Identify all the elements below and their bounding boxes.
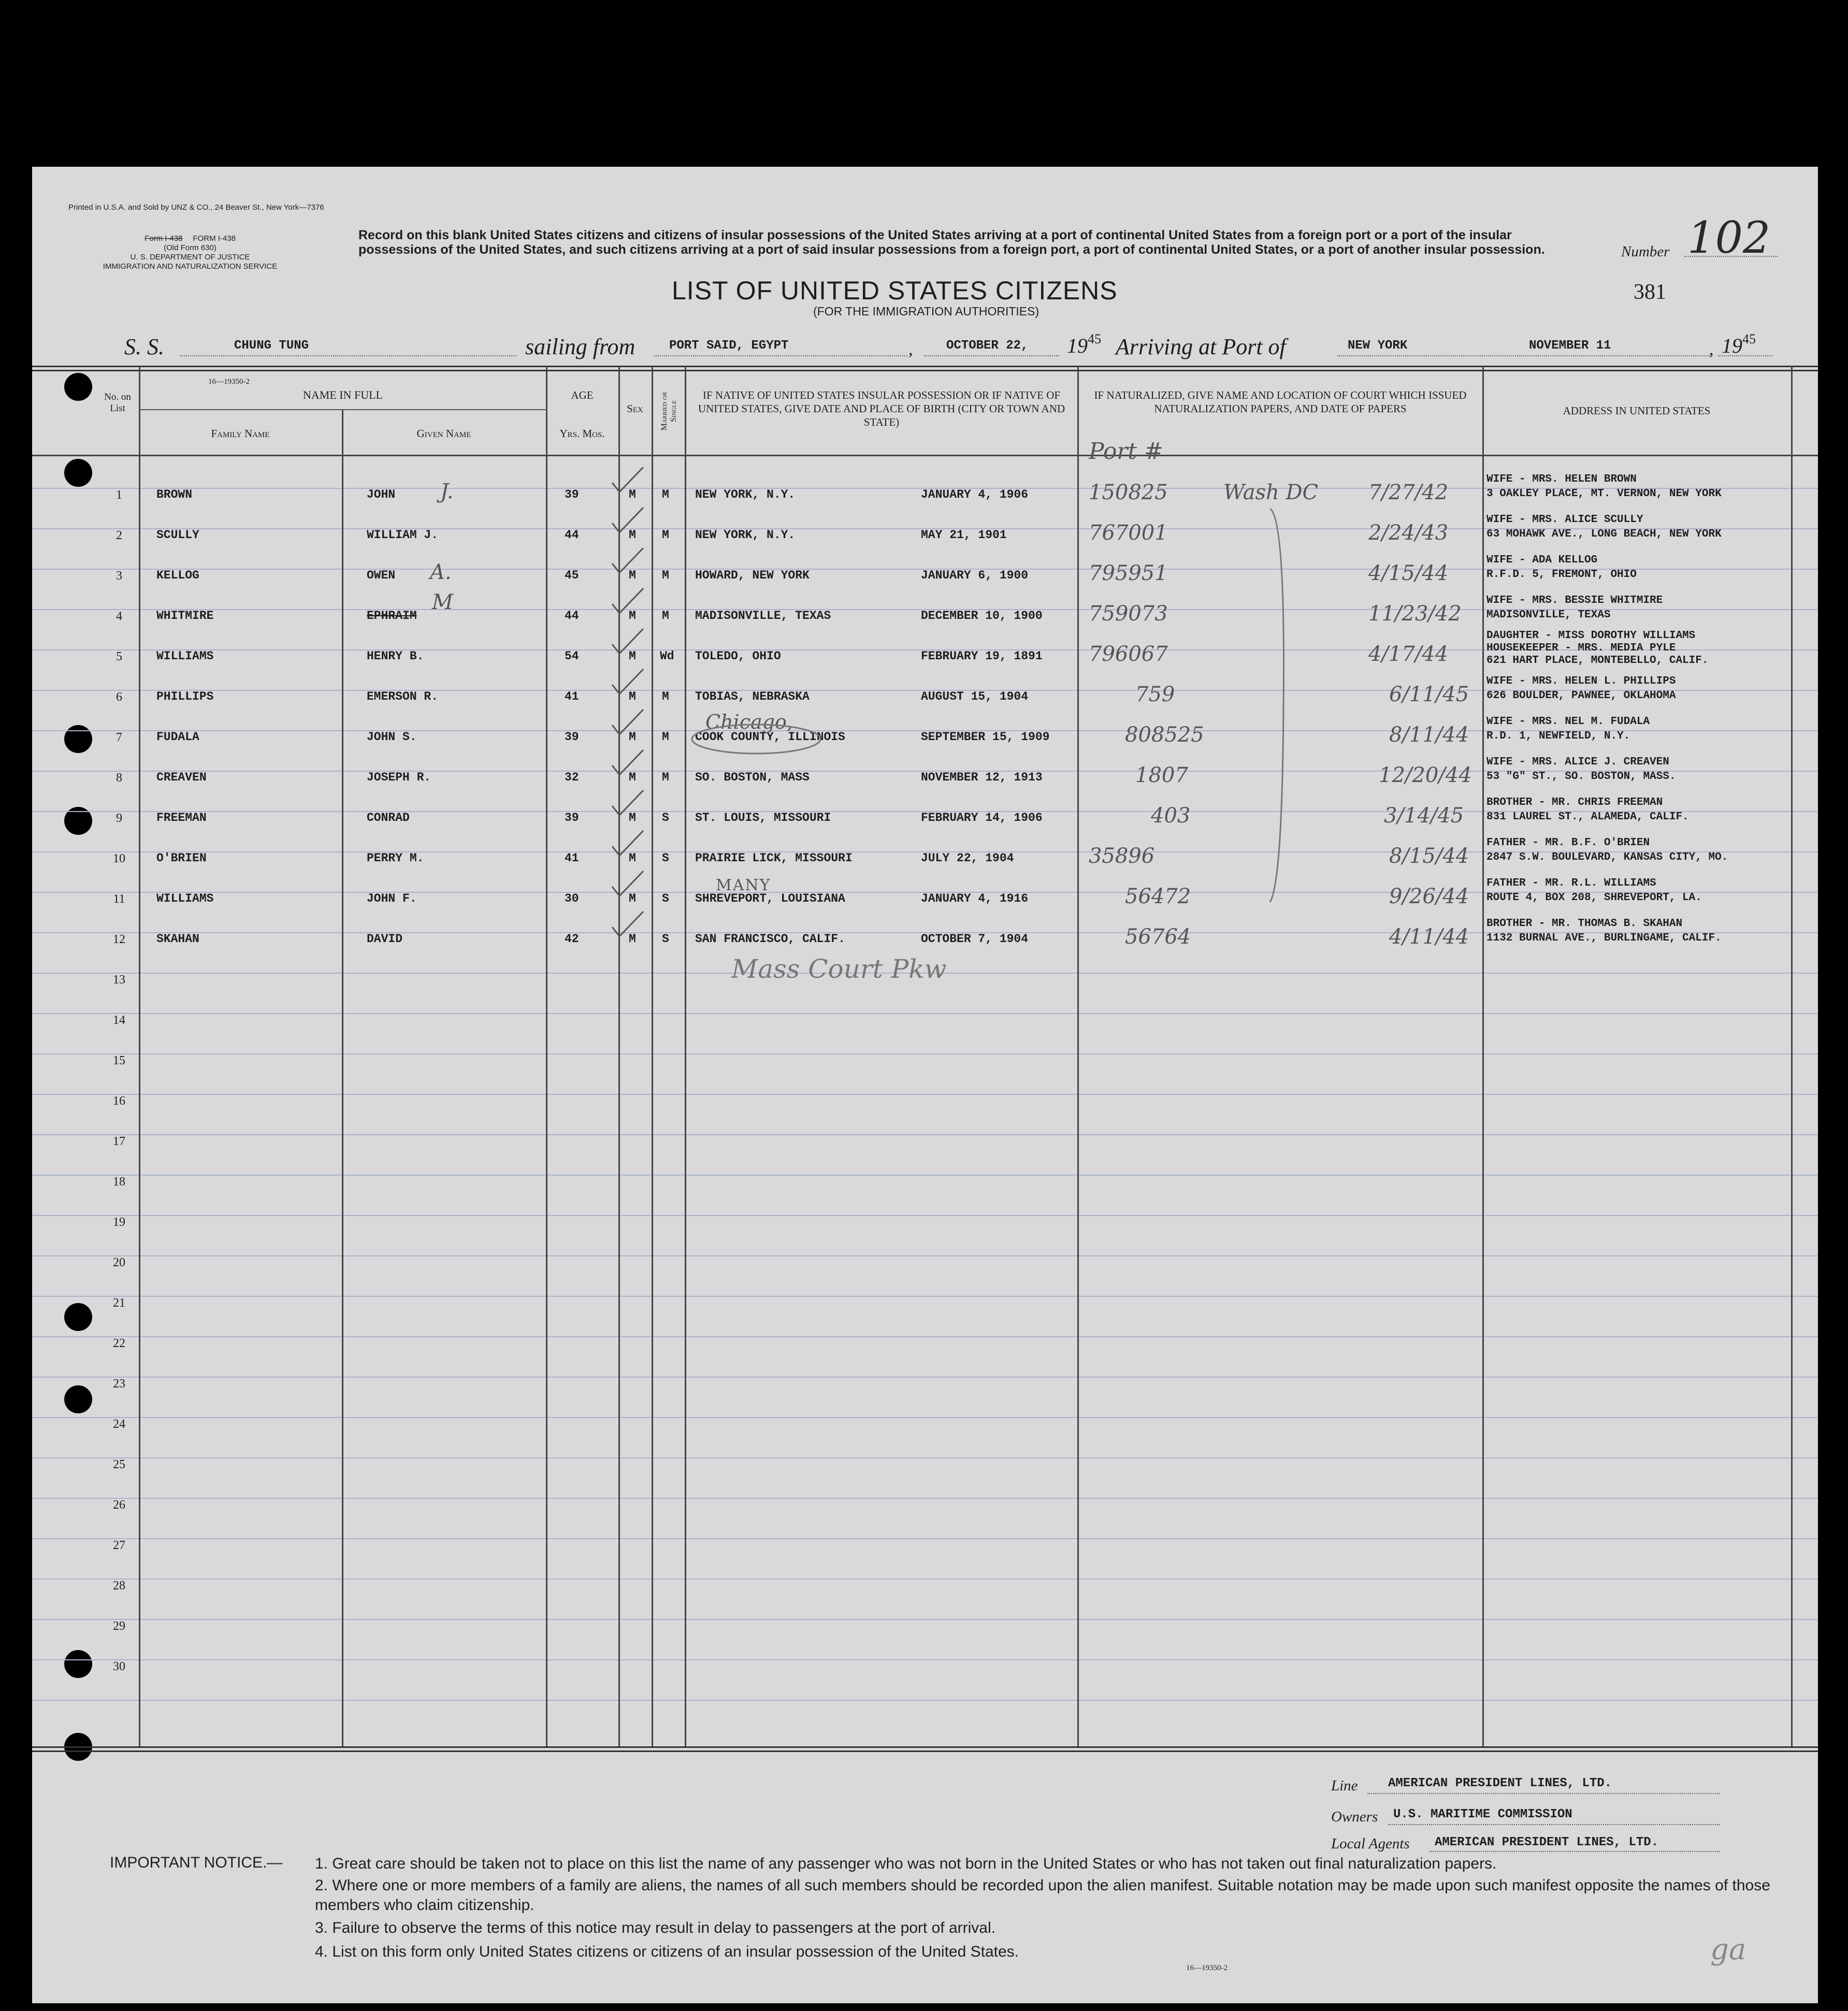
arrival-port: NEW YORK [1348,339,1408,353]
header-birth: IF NATIVE OF UNITED STATES INSULAR POSSESSION OR IF NATIVE OF UNITED STATES, GIVE DATE AND PLACE OF BIRTH (CITY OR TOWN AND STATE) [698,389,1065,428]
birth-place: NEW YORK, N.Y. [695,528,796,542]
ship-name: CHUNG TUNG [234,339,309,353]
given-name: JOHN [367,488,396,501]
birth-date: FEBRUARY 14, 1906 [921,811,1043,824]
marital-status: S [662,851,669,865]
sex: M [629,569,636,582]
row-number: 15 [113,1054,125,1067]
row-number: 28 [113,1579,125,1593]
header-sex: Sex [627,402,643,415]
address-line: R.F.D. 5, FREMONT, OHIO [1486,569,1637,581]
arriving-label: Arriving at Port of [1116,334,1286,359]
birth-date: JANUARY 4, 1916 [921,892,1029,905]
family-name: CREAVEN [156,771,207,784]
address-line: WIFE - MRS. HELEN L. PHILLIPS [1486,675,1676,687]
family-name: SCULLY [156,528,199,542]
sailing-label: sailing from [525,334,636,359]
given-name-note: J. [440,480,454,503]
sex: M [629,811,636,824]
notice-item: 2. Where one or more members of a family are aliens, the names of all such members should be recorded upon the alien manifest. Suitable notation may be made upon such manifest opposite the names of those members who claim citizenship. [315,1877,1770,1914]
form-number: FORM I-438 [193,234,236,243]
row-number: 20 [113,1256,125,1269]
address-line: 626 BOULDER, PAWNEE, OKLAHOMA [1486,690,1676,702]
given-name-note: A. [430,560,452,584]
manifest-page [32,167,1818,2003]
address-line: WIFE - MRS. NEL M. FUDALA [1486,716,1650,728]
address-line: HOUSEKEEPER - MRS. MEDIA PYLE [1486,642,1676,654]
given-name: WILLIAM J. [367,528,439,542]
birth-place: SO. BOSTON, MASS [695,771,810,784]
header-form-code: 16—19350-2 [208,378,250,386]
sex: M [629,771,636,784]
owners-label: Owners [1331,1809,1378,1825]
header-naturalized: IF NATURALIZED, GIVE NAME AND LOCATION OF COURT WHICH ISSUED NATURALIZATION PAPERS, AND DATE OF PAPERS [1094,389,1467,415]
given-name-note: M [432,590,453,614]
naturalization-number: 767001 [1089,521,1168,545]
marital-status: M [662,528,669,542]
from-port-underline [654,355,907,356]
given-name: DAVID [367,932,403,946]
birth-place: NEW YORK, N.Y. [695,488,796,501]
age: 45 [565,569,579,582]
given-name: PERRY M. [367,851,424,865]
address-line: R.D. 1, NEWFIELD, N.Y. [1486,730,1630,742]
agents-label: Local Agents [1331,1835,1410,1852]
marital-status: Wd [660,649,674,663]
age: 44 [565,528,579,542]
naturalization-number: 150825 [1089,481,1168,504]
notice-item: 4. List on this form only United States citizens or citizens of an insular possession of the United States. [315,1943,1019,1960]
header-family-name: Family Name [211,427,270,440]
birth-date: JANUARY 4, 1906 [921,488,1029,501]
row-number: 9 [116,812,122,825]
address-line: BROTHER - MR. THOMAS B. SKAHAN [1486,918,1683,930]
page-stamp: 381 [1634,280,1666,304]
arrival-year: 45 [1742,331,1756,346]
row-number: 19 [113,1216,125,1229]
row-number: 30 [113,1660,125,1673]
family-name: SKAHAN [156,932,199,946]
address-line: DAUGHTER - MISS DOROTHY WILLIAMS [1486,630,1696,642]
address-line: 621 HART PLACE, MONTEBELLO, CALIF. [1486,655,1709,667]
arrival-port-underline [1337,355,1710,356]
age: 39 [565,730,579,744]
owners-underline [1388,1824,1720,1825]
naturalization-number: 759073 [1089,602,1168,626]
birth-date: DECEMBER 10, 1900 [921,609,1043,623]
birth-place: SAN FRANCISCO, CALIF. [695,932,845,946]
address-line: FATHER - MR. R.L. WILLIAMS [1486,877,1656,889]
address-line: WIFE - MRS. ALICE SCULLY [1486,514,1643,526]
owners-value: U.S. MARITIME COMMISSION [1393,1807,1572,1821]
address-line: MADISONVILLE, TEXAS [1486,609,1611,621]
row-number: 26 [113,1498,125,1512]
family-name: WHITMIRE [156,609,214,623]
port-number-note: Port # [1089,438,1163,465]
corner-mark: ga [1710,1933,1746,1966]
line-label: Line [1331,1777,1358,1794]
notice-item: 1. Great care should be taken not to place on this list the name of any passenger who was not born in the United States or who has not taken out final naturalization papers. [315,1855,1497,1872]
sex: M [629,609,636,623]
row-number: 5 [116,650,122,663]
sex: M [629,892,636,905]
naturalization-number: 56472 [1125,885,1191,908]
row-number: 16 [113,1094,125,1108]
header-given-name: Given Name [416,427,471,440]
birth-date: JANUARY 6, 1900 [921,569,1029,582]
birth-place: PRAIRIE LICK, MISSOURI [695,851,853,865]
depart-date: OCTOBER 22, [946,339,1029,353]
address-line: WIFE - MRS. BESSIE WHITMIRE [1486,595,1663,606]
row-number: 27 [113,1539,125,1552]
family-name: FREEMAN [156,811,207,824]
line-underline [1367,1793,1720,1794]
agents-underline [1430,1851,1720,1852]
family-name: FUDALA [156,730,199,744]
birth-place: SHREVEPORT, LOUISIANA [695,892,845,905]
given-name: CONRAD [367,811,410,824]
naturalization-date: 12/20/44 [1379,763,1472,787]
birth-date: MAY 21, 1901 [921,528,1007,542]
header-yrs-mos: Yrs. Mos. [559,427,605,440]
row-number: 21 [113,1296,125,1310]
birth-place: COOK COUNTY, ILLINOIS [695,730,845,744]
naturalization-number: 759 [1135,683,1175,706]
header-age: AGE [571,389,594,401]
page-title: LIST OF UNITED STATES CITIZENS [672,276,1118,305]
family-name: O'BRIEN [156,851,207,865]
naturalization-date: 8/11/44 [1389,723,1469,747]
old-form-sub: (Old Form 630) [164,243,216,252]
row-number: 10 [113,852,125,865]
birth-place: ST. LOUIS, MISSOURI [695,811,831,824]
arrival-date: NOVEMBER 11 [1529,339,1611,353]
agents-value: AMERICAN PRESIDENT LINES, LTD. [1435,1835,1659,1849]
naturalization-date: 6/11/45 [1389,683,1469,706]
age: 32 [565,771,579,784]
printer-line: Printed in U.S.A. and Sold by UNZ & CO., 24 Beaver St., New York—7376 [68,203,324,212]
address-line: 831 LAUREL ST., ALAMEDA, CALIF. [1486,811,1689,823]
row-number: 17 [113,1135,125,1148]
birth-place: TOBIAS, NEBRASKA [695,690,810,703]
handwritten-note-below: Mass Court Pkw [731,954,947,984]
sex: M [629,649,636,663]
address-line: ROUTE 4, BOX 208, SHREVEPORT, LA. [1486,892,1702,904]
sex: M [629,690,636,703]
header-address: ADDRESS IN UNITED STATES [1563,404,1711,417]
list-number: 102 [1687,212,1771,263]
depart-year: 45 [1088,331,1101,346]
naturalization-date: 4/15/44 [1368,561,1449,585]
row-number: 2 [116,529,122,542]
given-name: HENRY B. [367,649,424,663]
age: 44 [565,609,579,623]
row-number: 11 [113,892,125,906]
naturalization-number: 403 [1151,804,1191,828]
row-number: 23 [113,1377,125,1391]
given-name: EPHRAIM [367,609,417,623]
ss-label: S. S. [124,334,164,359]
naturalization-date: 4/11/44 [1389,925,1469,949]
family-name: KELLOG [156,569,199,582]
row-number: 7 [116,731,122,744]
naturalization-date: 4/17/44 [1368,642,1449,666]
number-label: Number [1621,243,1670,260]
service: IMMIGRATION AND NATURALIZATION SERVICE [103,262,278,271]
age: 39 [565,488,579,501]
sex: M [629,730,636,744]
handwritten-bracket [1265,509,1306,902]
row-number: 4 [116,610,122,623]
birth-place: MADISONVILLE, TEXAS [695,609,831,623]
address-line: WIFE - MRS. ALICE J. CREAVEN [1486,756,1669,768]
address-line: 63 MOHAWK AVE., LONG BEACH, NEW YORK [1486,528,1722,540]
line-value: AMERICAN PRESIDENT LINES, LTD. [1388,1776,1612,1790]
sex: M [629,851,636,865]
address-line: 3 OAKLEY PLACE, MT. VERNON, NEW YORK [1486,488,1722,500]
given-name: JOSEPH R. [367,771,431,784]
row-number: 12 [113,933,125,946]
birth-date: FEBRUARY 19, 1891 [921,649,1043,663]
number-underline [1684,256,1778,257]
birth-date: AUGUST 15, 1904 [921,690,1029,703]
row-number: 3 [116,569,122,583]
naturalization-number: 56764 [1125,925,1191,949]
naturalization-number: 35896 [1089,844,1155,868]
from-port: PORT SAID, EGYPT [669,339,789,353]
row-number: 6 [116,690,122,704]
marital-status: M [662,690,669,703]
marital-status: M [662,609,669,623]
row-number: 25 [113,1458,125,1471]
row-number: 24 [113,1417,125,1431]
naturalization-date: 2/24/43 [1368,521,1449,545]
family-name: WILLIAMS [156,892,214,905]
comma: , [1709,340,1714,359]
depart-date-underline [924,355,1059,356]
address-line: 2847 S.W. BOULEVARD, KANSAS CITY, MO. [1486,851,1728,863]
age: 54 [565,649,579,663]
address-line: WIFE - MRS. HELEN BROWN [1486,473,1637,485]
naturalization-number: 808525 [1125,723,1204,747]
naturalization-date: 3/14/45 [1384,804,1464,828]
row-number: 1 [116,488,122,502]
naturalization-date: 9/26/44 [1389,885,1469,908]
birth-place-note: MANY [716,876,771,894]
header-no-on-list: No. on List [104,392,131,414]
sex: M [629,932,636,946]
age: 30 [565,892,579,905]
notice-form-code: 16—19350-2 [1186,1964,1228,1972]
header-name-in-full: NAME IN FULL [303,388,383,401]
age: 39 [565,811,579,824]
marital-status: M [662,730,669,744]
family-name: PHILLIPS [156,690,214,703]
age: 41 [565,690,579,703]
form-block [97,234,283,271]
marital-status: S [662,892,669,905]
naturalization-number: 795951 [1089,561,1168,585]
naturalization-number: 1807 [1135,763,1188,787]
row-number: 22 [113,1337,125,1350]
given-name: JOHN S. [367,730,417,744]
row-number: 14 [113,1014,125,1027]
marital-status: M [662,488,669,501]
address-line: BROTHER - MR. CHRIS FREEMAN [1486,797,1663,808]
row-number: 13 [113,973,125,987]
ship-underline [180,355,516,356]
year-prefix: 19 [1067,334,1088,357]
given-name: OWEN [367,569,396,582]
row-number: 29 [113,1619,125,1633]
naturalization-date: 8/15/44 [1389,844,1469,868]
header-married-single: Married or Single [660,392,678,431]
notice-heading: IMPORTANT NOTICE.— [110,1854,283,1871]
birth-date: SEPTEMBER 15, 1909 [921,730,1050,744]
given-name: JOHN F. [367,892,417,905]
old-form-number: Form I-438 [145,234,183,243]
address-line: WIFE - ADA KELLOG [1486,554,1598,566]
row-number: 8 [116,771,122,785]
birth-place-note: Chicago, [705,711,793,733]
handwritten-circle [689,721,824,757]
comma: , [908,340,913,359]
birth-place: TOLEDO, OHIO [695,649,781,663]
department: U. S. DEPARTMENT OF JUSTICE [130,253,250,262]
row-number: 18 [113,1175,125,1189]
ditto-tick-marks [602,467,669,944]
address-line: 1132 BURNAL AVE., BURLINGAME, CALIF. [1486,932,1722,944]
sex: M [629,528,636,542]
year-prefix: 19 [1722,334,1742,357]
marital-status: M [662,569,669,582]
birth-date: OCTOBER 7, 1904 [921,932,1029,946]
sex: M [629,488,636,501]
address-line: 53 "G" ST., SO. BOSTON, MASS. [1486,771,1676,783]
birth-place: HOWARD, NEW YORK [695,569,810,582]
naturalization-number: 796067 [1089,642,1168,666]
age: 41 [565,851,579,865]
family-name: WILLIAMS [156,649,214,663]
naturalization-court: Wash DC [1223,481,1319,504]
instructions: Record on this blank United States citizens and citizens of insular possessions of the United States arriving at a port of continental United States from a foreign port or a port of the insular possessions of the United States, and such citizens arriving at a port of said insular possessions from a foreign port, a port of continental United States, or a port of another insular possession. [358,228,1545,257]
naturalization-date: 11/23/42 [1368,602,1462,626]
page-subtitle: (FOR THE IMMIGRATION AUTHORITIES) [813,305,1040,318]
address-line: FATHER - MR. B.F. O'BRIEN [1486,837,1650,849]
age: 42 [565,932,579,946]
birth-date: NOVEMBER 12, 1913 [921,771,1043,784]
family-name: BROWN [156,488,193,501]
marital-status: M [662,771,669,784]
marital-status: S [662,932,669,946]
arrival-year-underline [1718,355,1772,356]
birth-date: JULY 22, 1904 [921,851,1014,865]
marital-status: S [662,811,669,824]
naturalization-date: 7/27/42 [1368,481,1449,504]
given-name: EMERSON R. [367,690,439,703]
notice-item: 3. Failure to observe the terms of this notice may result in delay to passengers at the port of arrival. [315,1919,995,1936]
